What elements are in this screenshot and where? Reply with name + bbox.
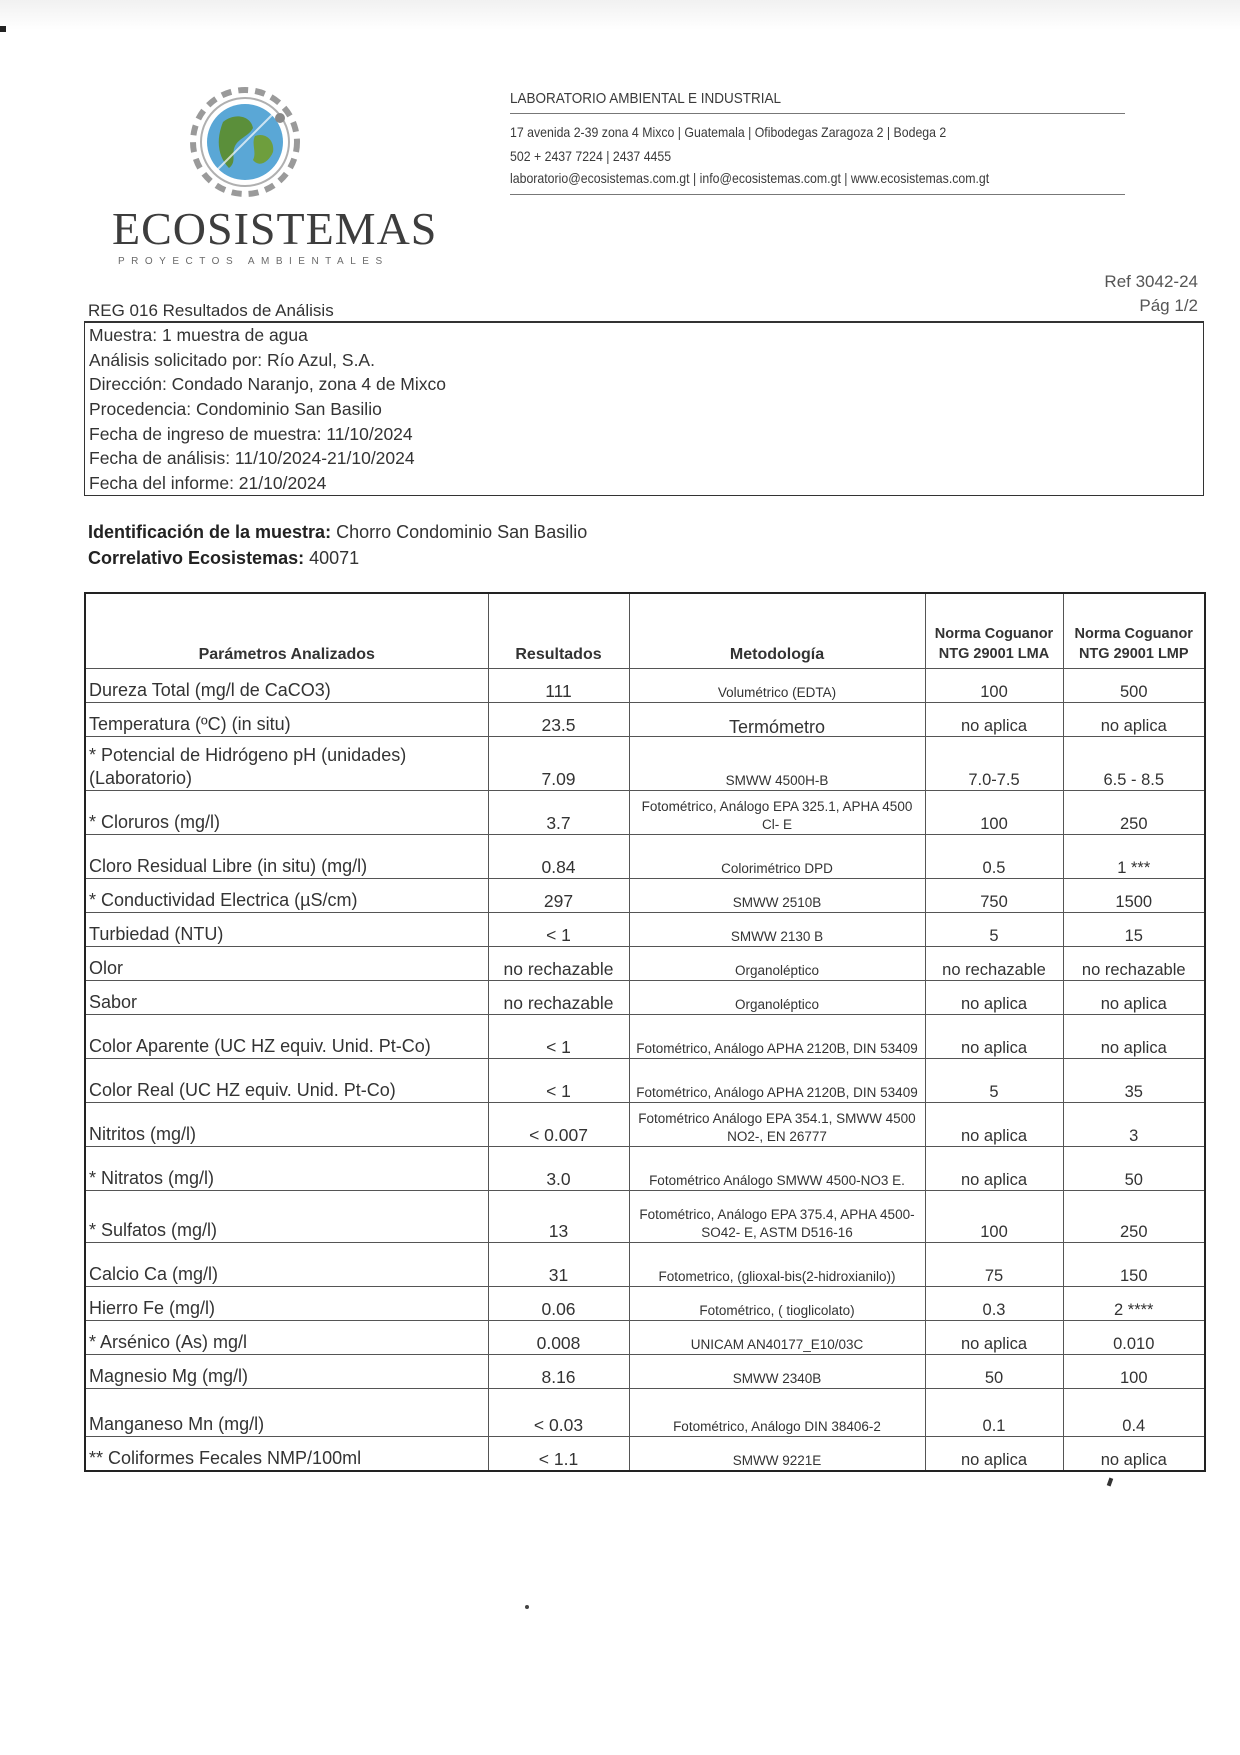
lma-cell: no aplica <box>925 703 1063 737</box>
lmp-cell: 0.4 <box>1063 1389 1205 1437</box>
lma-cell: no aplica <box>925 1437 1063 1471</box>
gear-globe-icon <box>170 80 320 210</box>
table-row <box>85 981 1205 1015</box>
document-title: REG 016 Resultados de Análisis <box>88 301 334 320</box>
param-cell: ** Coliformes Fecales NMP/100ml <box>85 1437 488 1471</box>
lma-cell: 100 <box>925 791 1063 835</box>
method-cell: Fotométrico, Análogo APHA 2120B, DIN 53409 <box>629 1015 925 1059</box>
scan-edge <box>0 0 1240 30</box>
method-cell: SMWW 2130 B <box>629 913 925 947</box>
results-table <box>84 592 1206 1472</box>
param-cell: Turbiedad (NTU) <box>85 913 488 947</box>
lmp-cell: no aplica <box>1063 981 1205 1015</box>
param-cell: Color Real (UC HZ equiv. Unid. Pt-Co) <box>85 1059 488 1103</box>
method-cell: Fotométrico, Análogo EPA 325.1, APHA 4500 Cl- E <box>629 791 925 835</box>
lmp-cell: no aplica <box>1063 1015 1205 1059</box>
correlative <box>88 548 359 569</box>
result-cell: 31 <box>488 1243 629 1287</box>
param-cell: Cloro Residual Libre (in situ) (mg/l) <box>85 835 488 879</box>
identification-label: Identificación de la muestra: <box>88 522 332 542</box>
table-row <box>85 879 1205 913</box>
table-row <box>85 1059 1205 1103</box>
lma-cell: no aplica <box>925 981 1063 1015</box>
header-param: Parámetros Analizados <box>85 593 488 669</box>
scan-speck <box>1107 1478 1113 1487</box>
table-row <box>85 835 1205 879</box>
result-cell: < 1.1 <box>488 1437 629 1471</box>
lmp-cell: no aplica <box>1063 703 1205 737</box>
method-cell: Fotométrico Análogo EPA 354.1, SMWW 4500 NO2-, EN 26777 <box>629 1103 925 1147</box>
sample-info-box <box>84 321 1204 496</box>
table-row <box>85 1015 1205 1059</box>
table-row <box>85 1103 1205 1147</box>
page-number: Pág 1/2 <box>1139 296 1198 315</box>
method-cell: UNICAM AN40177_E10/03C <box>629 1321 925 1355</box>
header-lma: Norma Coguanor NTG 29001 LMA <box>925 593 1063 669</box>
lmp-cell: 15 <box>1063 913 1205 947</box>
method-cell: Fotométrico Análogo SMWW 4500-NO3 E. <box>629 1147 925 1191</box>
result-cell: < 1 <box>488 1015 629 1059</box>
result-cell: 0.84 <box>488 835 629 879</box>
lma-cell: 100 <box>925 1191 1063 1243</box>
table-row <box>85 1355 1205 1389</box>
param-cell: Manganeso Mn (mg/l) <box>85 1389 488 1437</box>
result-cell: < 1 <box>488 913 629 947</box>
lma-cell: 5 <box>925 913 1063 947</box>
lab-address: 17 avenida 2-39 zona 4 Mixco | Guatemala | Ofibodegas Zaragoza 2 | Bodega 2 <box>510 124 947 140</box>
method-cell: SMWW 2340B <box>629 1355 925 1389</box>
result-cell: 0.008 <box>488 1321 629 1355</box>
lma-cell: no aplica <box>925 1015 1063 1059</box>
table-row <box>85 947 1205 981</box>
lma-cell: 5 <box>925 1059 1063 1103</box>
lmp-cell: 35 <box>1063 1059 1205 1103</box>
table-row <box>85 1243 1205 1287</box>
header-method: Metodología <box>629 593 925 669</box>
param-cell: * Conductividad Electrica (µS/cm) <box>85 879 488 913</box>
lma-cell: 0.1 <box>925 1389 1063 1437</box>
lmp-cell: 50 <box>1063 1147 1205 1191</box>
lmp-cell: 6.5 - 8.5 <box>1063 737 1205 791</box>
header-divider <box>510 113 1125 114</box>
result-cell: < 1 <box>488 1059 629 1103</box>
lab-contacts: laboratorio@ecosistemas.com.gt | info@ecosistemas.com.gt | www.ecosistemas.com.gt <box>510 170 990 186</box>
result-cell: 3.0 <box>488 1147 629 1191</box>
param-cell: Sabor <box>85 981 488 1015</box>
company-logo <box>100 80 438 280</box>
lma-cell: no aplica <box>925 1103 1063 1147</box>
lma-cell: 750 <box>925 879 1063 913</box>
table-row <box>85 1321 1205 1355</box>
method-cell: Fotométrico, Análogo APHA 2120B, DIN 53409 <box>629 1059 925 1103</box>
info-line: Muestra: 1 muestra de agua <box>89 325 308 345</box>
method-cell: SMWW 9221E <box>629 1437 925 1471</box>
info-line: Fecha de análisis: 11/10/2024-21/10/2024 <box>89 448 415 468</box>
lma-cell: 0.3 <box>925 1287 1063 1321</box>
param-cell: Dureza Total (mg/l de CaCO3) <box>85 669 488 703</box>
param-cell: * Sulfatos (mg/l) <box>85 1191 488 1243</box>
info-line: Procedencia: Condominio San Basilio <box>89 399 382 419</box>
method-cell: Fotométrico, ( tioglicolato) <box>629 1287 925 1321</box>
lma-cell: 75 <box>925 1243 1063 1287</box>
lmp-cell: 150 <box>1063 1243 1205 1287</box>
table-row <box>85 913 1205 947</box>
result-cell: 297 <box>488 879 629 913</box>
sample-identification <box>88 522 587 543</box>
result-cell: 111 <box>488 669 629 703</box>
header-lmp: Norma Coguanor NTG 29001 LMP <box>1063 593 1205 669</box>
lmp-cell: no aplica <box>1063 1437 1205 1471</box>
result-cell: 13 <box>488 1191 629 1243</box>
param-cell: Temperatura (ºC) (in situ) <box>85 703 488 737</box>
param-cell: * Arsénico (As) mg/l <box>85 1321 488 1355</box>
method-cell: Fotometrico, (glioxal-bis(2-hidroxianilo)) <box>629 1243 925 1287</box>
lma-cell: 50 <box>925 1355 1063 1389</box>
result-cell: < 0.007 <box>488 1103 629 1147</box>
result-cell: 3.7 <box>488 791 629 835</box>
param-cell: * Nitratos (mg/l) <box>85 1147 488 1191</box>
result-cell: < 0.03 <box>488 1389 629 1437</box>
lma-cell: no rechazable <box>925 947 1063 981</box>
param-cell: Hierro Fe (mg/l) <box>85 1287 488 1321</box>
table-row <box>85 1287 1205 1321</box>
param-cell: Color Aparente (UC HZ equiv. Unid. Pt-Co) <box>85 1015 488 1059</box>
result-cell: 0.06 <box>488 1287 629 1321</box>
lma-cell: 100 <box>925 669 1063 703</box>
table-row <box>85 669 1205 703</box>
lmp-cell: 250 <box>1063 1191 1205 1243</box>
lmp-cell: 0.010 <box>1063 1321 1205 1355</box>
param-cell: Olor <box>85 947 488 981</box>
param-cell: Nitritos (mg/l) <box>85 1103 488 1147</box>
lma-cell: 0.5 <box>925 835 1063 879</box>
table-header-row <box>85 593 1205 669</box>
info-line: Análisis solicitado por: Río Azul, S.A. <box>89 350 375 370</box>
method-cell: SMWW 4500H-B <box>629 737 925 791</box>
table-row <box>85 1437 1205 1471</box>
lmp-cell: 1 *** <box>1063 835 1205 879</box>
result-cell: no rechazable <box>488 947 629 981</box>
table-row <box>85 791 1205 835</box>
correlative-label: Correlativo Ecosistemas: <box>88 548 305 568</box>
lmp-cell: 1500 <box>1063 879 1205 913</box>
lmp-cell: 250 <box>1063 791 1205 835</box>
lab-phones: 502 + 2437 7224 | 2437 4455 <box>510 148 672 164</box>
info-line: Dirección: Condado Naranjo, zona 4 de Mixco <box>89 374 446 394</box>
method-cell: Termómetro <box>629 703 925 737</box>
method-cell: Organoléptico <box>629 981 925 1015</box>
scan-speck <box>525 1605 529 1609</box>
reference-number: Ref 3042-24 <box>1104 272 1198 291</box>
method-cell: Organoléptico <box>629 947 925 981</box>
lma-cell: 7.0-7.5 <box>925 737 1063 791</box>
brand-tagline: PROYECTOS AMBIENTALES <box>118 256 389 267</box>
result-cell: 7.09 <box>488 737 629 791</box>
param-cell: Magnesio Mg (mg/l) <box>85 1355 488 1389</box>
lmp-cell: no rechazable <box>1063 947 1205 981</box>
identification-value: Chorro Condominio San Basilio <box>336 522 588 542</box>
lmp-cell: 500 <box>1063 669 1205 703</box>
lab-name: LABORATORIO AMBIENTAL E INDUSTRIAL <box>510 90 782 107</box>
table-row <box>85 737 1205 791</box>
param-cell: * Cloruros (mg/l) <box>85 791 488 835</box>
table-row <box>85 1389 1205 1437</box>
lmp-cell: 100 <box>1063 1355 1205 1389</box>
scan-mark <box>0 26 6 32</box>
method-cell: Colorimétrico DPD <box>629 835 925 879</box>
table-row <box>85 1191 1205 1243</box>
result-cell: no rechazable <box>488 981 629 1015</box>
lmp-cell: 2 **** <box>1063 1287 1205 1321</box>
method-cell: Fotométrico, Análogo EPA 375.4, APHA 4500-SO42- E, ASTM D516-16 <box>629 1191 925 1243</box>
param-cell: * Potencial de Hidrógeno pH (unidades) (Laboratorio) <box>85 737 488 791</box>
param-cell: Calcio Ca (mg/l) <box>85 1243 488 1287</box>
info-line: Fecha del informe: 21/10/2024 <box>89 473 327 493</box>
header-result: Resultados <box>488 593 629 669</box>
result-cell: 23.5 <box>488 703 629 737</box>
correlative-value: 40071 <box>309 548 360 568</box>
table-row <box>85 703 1205 737</box>
info-line: Fecha de ingreso de muestra: 11/10/2024 <box>89 424 413 444</box>
lma-cell: no aplica <box>925 1321 1063 1355</box>
brand-name: ECOSISTEMAS <box>112 203 438 254</box>
table-row <box>85 1147 1205 1191</box>
method-cell: Fotométrico, Análogo DIN 38406-2 <box>629 1389 925 1437</box>
lmp-cell: 3 <box>1063 1103 1205 1147</box>
lma-cell: no aplica <box>925 1147 1063 1191</box>
header-divider <box>510 194 1125 195</box>
result-cell: 8.16 <box>488 1355 629 1389</box>
method-cell: Volumétrico (EDTA) <box>629 669 925 703</box>
method-cell: SMWW 2510B <box>629 879 925 913</box>
